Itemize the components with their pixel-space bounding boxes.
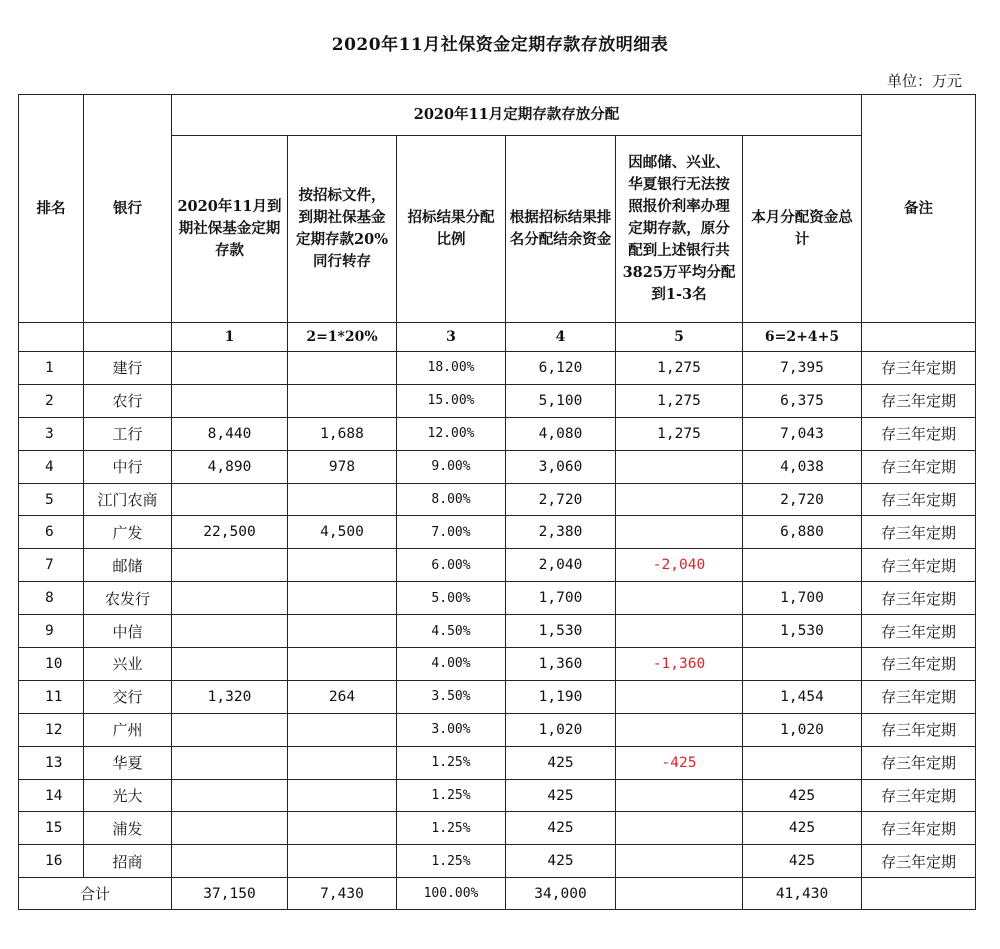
- code-cell: 2=1*20%: [288, 323, 397, 352]
- allocation-cell: 1,530: [506, 615, 616, 648]
- maturing-cell: [172, 615, 288, 648]
- total-c4: 34,000: [506, 878, 616, 910]
- bank-cell: 中信: [84, 615, 172, 648]
- table-row: [19, 648, 976, 681]
- code-row: [19, 323, 976, 352]
- total-cell: 2,720: [743, 483, 862, 516]
- allocation-cell: 1,360: [506, 648, 616, 681]
- reallocation-cell: [616, 582, 743, 615]
- remark-cell: 存三年定期: [862, 384, 976, 417]
- table-row: [19, 352, 976, 385]
- table-row: [19, 483, 976, 516]
- remark-cell: 存三年定期: [862, 549, 976, 582]
- total-cell: [743, 648, 862, 681]
- reallocation-cell: 1,275: [616, 352, 743, 385]
- bank-cell: 招商: [84, 845, 172, 878]
- remark-cell: 存三年定期: [862, 450, 976, 483]
- header-col1: 2020年11月到期社保基金定期存款: [172, 136, 288, 323]
- ratio-cell: 15.00%: [397, 384, 506, 417]
- transfer-cell: [288, 483, 397, 516]
- remark-cell: 存三年定期: [862, 680, 976, 713]
- maturing-cell: [172, 812, 288, 845]
- allocation-cell: 425: [506, 746, 616, 779]
- reallocation-cell: -1,360: [616, 648, 743, 681]
- code-cell: 4: [506, 323, 616, 352]
- ratio-cell: 1.25%: [397, 845, 506, 878]
- transfer-cell: 978: [288, 450, 397, 483]
- bank-cell: 江门农商: [84, 483, 172, 516]
- total-cell: 7,043: [743, 417, 862, 450]
- bank-cell: 农发行: [84, 582, 172, 615]
- allocation-cell: 5,100: [506, 384, 616, 417]
- bank-cell: 广发: [84, 516, 172, 549]
- code-cell: 5: [616, 323, 743, 352]
- ratio-cell: 4.50%: [397, 615, 506, 648]
- header-bank: 银行: [84, 95, 172, 323]
- total-cell: 425: [743, 779, 862, 812]
- transfer-cell: [288, 582, 397, 615]
- ratio-cell: 7.00%: [397, 516, 506, 549]
- total-cell: 1,530: [743, 615, 862, 648]
- rank-cell: 5: [19, 483, 84, 516]
- total-cell: [743, 746, 862, 779]
- header-col6: 本月分配资金总计: [743, 136, 862, 323]
- total-c2: 7,430: [288, 878, 397, 910]
- code-cell-empty: [19, 323, 84, 352]
- ratio-cell: 8.00%: [397, 483, 506, 516]
- allocation-cell: 4,080: [506, 417, 616, 450]
- code-cell-empty: [862, 323, 976, 352]
- header-remark: 备注: [862, 95, 976, 323]
- reallocation-cell: [616, 483, 743, 516]
- code-cell-empty: [84, 323, 172, 352]
- table-row: [19, 779, 976, 812]
- ratio-cell: 6.00%: [397, 549, 506, 582]
- maturing-cell: [172, 845, 288, 878]
- allocation-cell: 2,380: [506, 516, 616, 549]
- total-cell: 1,020: [743, 713, 862, 746]
- deposit-table: [18, 94, 976, 910]
- table-row: [19, 845, 976, 878]
- allocation-cell: 1,020: [506, 713, 616, 746]
- rank-cell: 8: [19, 582, 84, 615]
- header-col5: 因邮储、兴业、华夏银行无法按照报价利率办理定期存款，原分配到上述银行共3825万平均分配到1-3名: [616, 136, 743, 323]
- bank-cell: 浦发: [84, 812, 172, 845]
- maturing-cell: [172, 582, 288, 615]
- transfer-cell: [288, 845, 397, 878]
- transfer-cell: 1,688: [288, 417, 397, 450]
- table-row: [19, 812, 976, 845]
- bank-cell: 广州: [84, 713, 172, 746]
- maturing-cell: 4,890: [172, 450, 288, 483]
- remark-cell: 存三年定期: [862, 648, 976, 681]
- ratio-cell: 18.00%: [397, 352, 506, 385]
- table-row: [19, 680, 976, 713]
- unit-label: 单位：万元: [886, 72, 962, 90]
- rank-cell: 4: [19, 450, 84, 483]
- ratio-cell: 9.00%: [397, 450, 506, 483]
- table-row: [19, 417, 976, 450]
- rank-cell: 9: [19, 615, 84, 648]
- remark-cell: 存三年定期: [862, 352, 976, 385]
- total-cell: 1,454: [743, 680, 862, 713]
- reallocation-cell: [616, 812, 743, 845]
- code-cell: 6=2+4+5: [743, 323, 862, 352]
- transfer-cell: [288, 384, 397, 417]
- reallocation-cell: [616, 680, 743, 713]
- bank-cell: 华夏: [84, 746, 172, 779]
- ratio-cell: 3.50%: [397, 680, 506, 713]
- transfer-cell: [288, 549, 397, 582]
- remark-cell: 存三年定期: [862, 615, 976, 648]
- table-header: [19, 95, 976, 352]
- rank-cell: 2: [19, 384, 84, 417]
- transfer-cell: [288, 352, 397, 385]
- remark-cell: 存三年定期: [862, 779, 976, 812]
- total-cell: 1,700: [743, 582, 862, 615]
- transfer-cell: [288, 615, 397, 648]
- maturing-cell: [172, 779, 288, 812]
- allocation-cell: 3,060: [506, 450, 616, 483]
- total-cell: 425: [743, 812, 862, 845]
- allocation-cell: 6,120: [506, 352, 616, 385]
- maturing-cell: [172, 648, 288, 681]
- remark-cell: 存三年定期: [862, 845, 976, 878]
- maturing-cell: [172, 384, 288, 417]
- rank-cell: 3: [19, 417, 84, 450]
- remark-cell: 存三年定期: [862, 417, 976, 450]
- allocation-cell: 2,040: [506, 549, 616, 582]
- total-cell: 425: [743, 845, 862, 878]
- table-row: [19, 450, 976, 483]
- maturing-cell: 8,440: [172, 417, 288, 450]
- reallocation-cell: [616, 713, 743, 746]
- maturing-cell: [172, 549, 288, 582]
- total-note: [862, 878, 976, 910]
- maturing-cell: 22,500: [172, 516, 288, 549]
- remark-cell: 存三年定期: [862, 746, 976, 779]
- rank-cell: 14: [19, 779, 84, 812]
- header-col4: 根据招标结果排名分配结余资金: [506, 136, 616, 323]
- table-row: [19, 549, 976, 582]
- maturing-cell: [172, 713, 288, 746]
- transfer-cell: [288, 779, 397, 812]
- rank-cell: 15: [19, 812, 84, 845]
- page-title: 2020年11月社保资金定期存款存放明细表: [331, 35, 669, 55]
- remark-cell: 存三年定期: [862, 582, 976, 615]
- transfer-cell: 4,500: [288, 516, 397, 549]
- bank-cell: 光大: [84, 779, 172, 812]
- table-row: [19, 516, 976, 549]
- allocation-cell: 425: [506, 845, 616, 878]
- code-cell: 3: [397, 323, 506, 352]
- ratio-cell: 1.25%: [397, 746, 506, 779]
- total-c1: 37,150: [172, 878, 288, 910]
- total-label: 合计: [19, 878, 172, 910]
- total-c6: 41,430: [743, 878, 862, 910]
- transfer-cell: [288, 746, 397, 779]
- ratio-cell: 4.00%: [397, 648, 506, 681]
- reallocation-cell: [616, 779, 743, 812]
- total-cell: 7,395: [743, 352, 862, 385]
- ratio-cell: 12.00%: [397, 417, 506, 450]
- allocation-cell: 1,190: [506, 680, 616, 713]
- rank-cell: 11: [19, 680, 84, 713]
- table-row: [19, 582, 976, 615]
- total-c3: 100.00%: [397, 878, 506, 910]
- rank-cell: 12: [19, 713, 84, 746]
- transfer-cell: 264: [288, 680, 397, 713]
- header-group: 2020年11月定期存款存放分配: [172, 95, 862, 136]
- transfer-cell: [288, 713, 397, 746]
- table-row: [19, 713, 976, 746]
- maturing-cell: [172, 483, 288, 516]
- header-col2: 按招标文件，到期社保基金定期存款20%同行转存: [288, 136, 397, 323]
- total-cell: 4,038: [743, 450, 862, 483]
- total-row: [19, 878, 976, 910]
- header-col3: 招标结果分配比例: [397, 136, 506, 323]
- ratio-cell: 1.25%: [397, 779, 506, 812]
- bank-cell: 交行: [84, 680, 172, 713]
- maturing-cell: [172, 746, 288, 779]
- table-row: [19, 615, 976, 648]
- reallocation-cell: [616, 450, 743, 483]
- bank-cell: 建行: [84, 352, 172, 385]
- maturing-cell: 1,320: [172, 680, 288, 713]
- ratio-cell: 5.00%: [397, 582, 506, 615]
- bank-cell: 中行: [84, 450, 172, 483]
- rank-cell: 6: [19, 516, 84, 549]
- total-cell: 6,880: [743, 516, 862, 549]
- remark-cell: 存三年定期: [862, 713, 976, 746]
- bank-cell: 邮储: [84, 549, 172, 582]
- maturing-cell: [172, 352, 288, 385]
- rank-cell: 16: [19, 845, 84, 878]
- ratio-cell: 1.25%: [397, 812, 506, 845]
- rank-cell: 13: [19, 746, 84, 779]
- rank-cell: 7: [19, 549, 84, 582]
- rank-cell: 1: [19, 352, 84, 385]
- remark-cell: 存三年定期: [862, 483, 976, 516]
- reallocation-cell: 1,275: [616, 384, 743, 417]
- code-cell: 1: [172, 323, 288, 352]
- header-rank: 排名: [19, 95, 84, 323]
- reallocation-cell: -425: [616, 746, 743, 779]
- allocation-cell: 2,720: [506, 483, 616, 516]
- bank-cell: 兴业: [84, 648, 172, 681]
- bank-cell: 工行: [84, 417, 172, 450]
- remark-cell: 存三年定期: [862, 812, 976, 845]
- reallocation-cell: [616, 516, 743, 549]
- transfer-cell: [288, 812, 397, 845]
- reallocation-cell: -2,040: [616, 549, 743, 582]
- remark-cell: 存三年定期: [862, 516, 976, 549]
- table-body: [19, 352, 976, 878]
- transfer-cell: [288, 648, 397, 681]
- reallocation-cell: [616, 615, 743, 648]
- table-row: [19, 746, 976, 779]
- allocation-cell: 425: [506, 812, 616, 845]
- table-row: [19, 384, 976, 417]
- ratio-cell: 3.00%: [397, 713, 506, 746]
- allocation-cell: 425: [506, 779, 616, 812]
- total-cell: [743, 549, 862, 582]
- rank-cell: 10: [19, 648, 84, 681]
- reallocation-cell: 1,275: [616, 417, 743, 450]
- total-c5: [616, 878, 743, 910]
- bank-cell: 农行: [84, 384, 172, 417]
- allocation-cell: 1,700: [506, 582, 616, 615]
- reallocation-cell: [616, 845, 743, 878]
- total-cell: 6,375: [743, 384, 862, 417]
